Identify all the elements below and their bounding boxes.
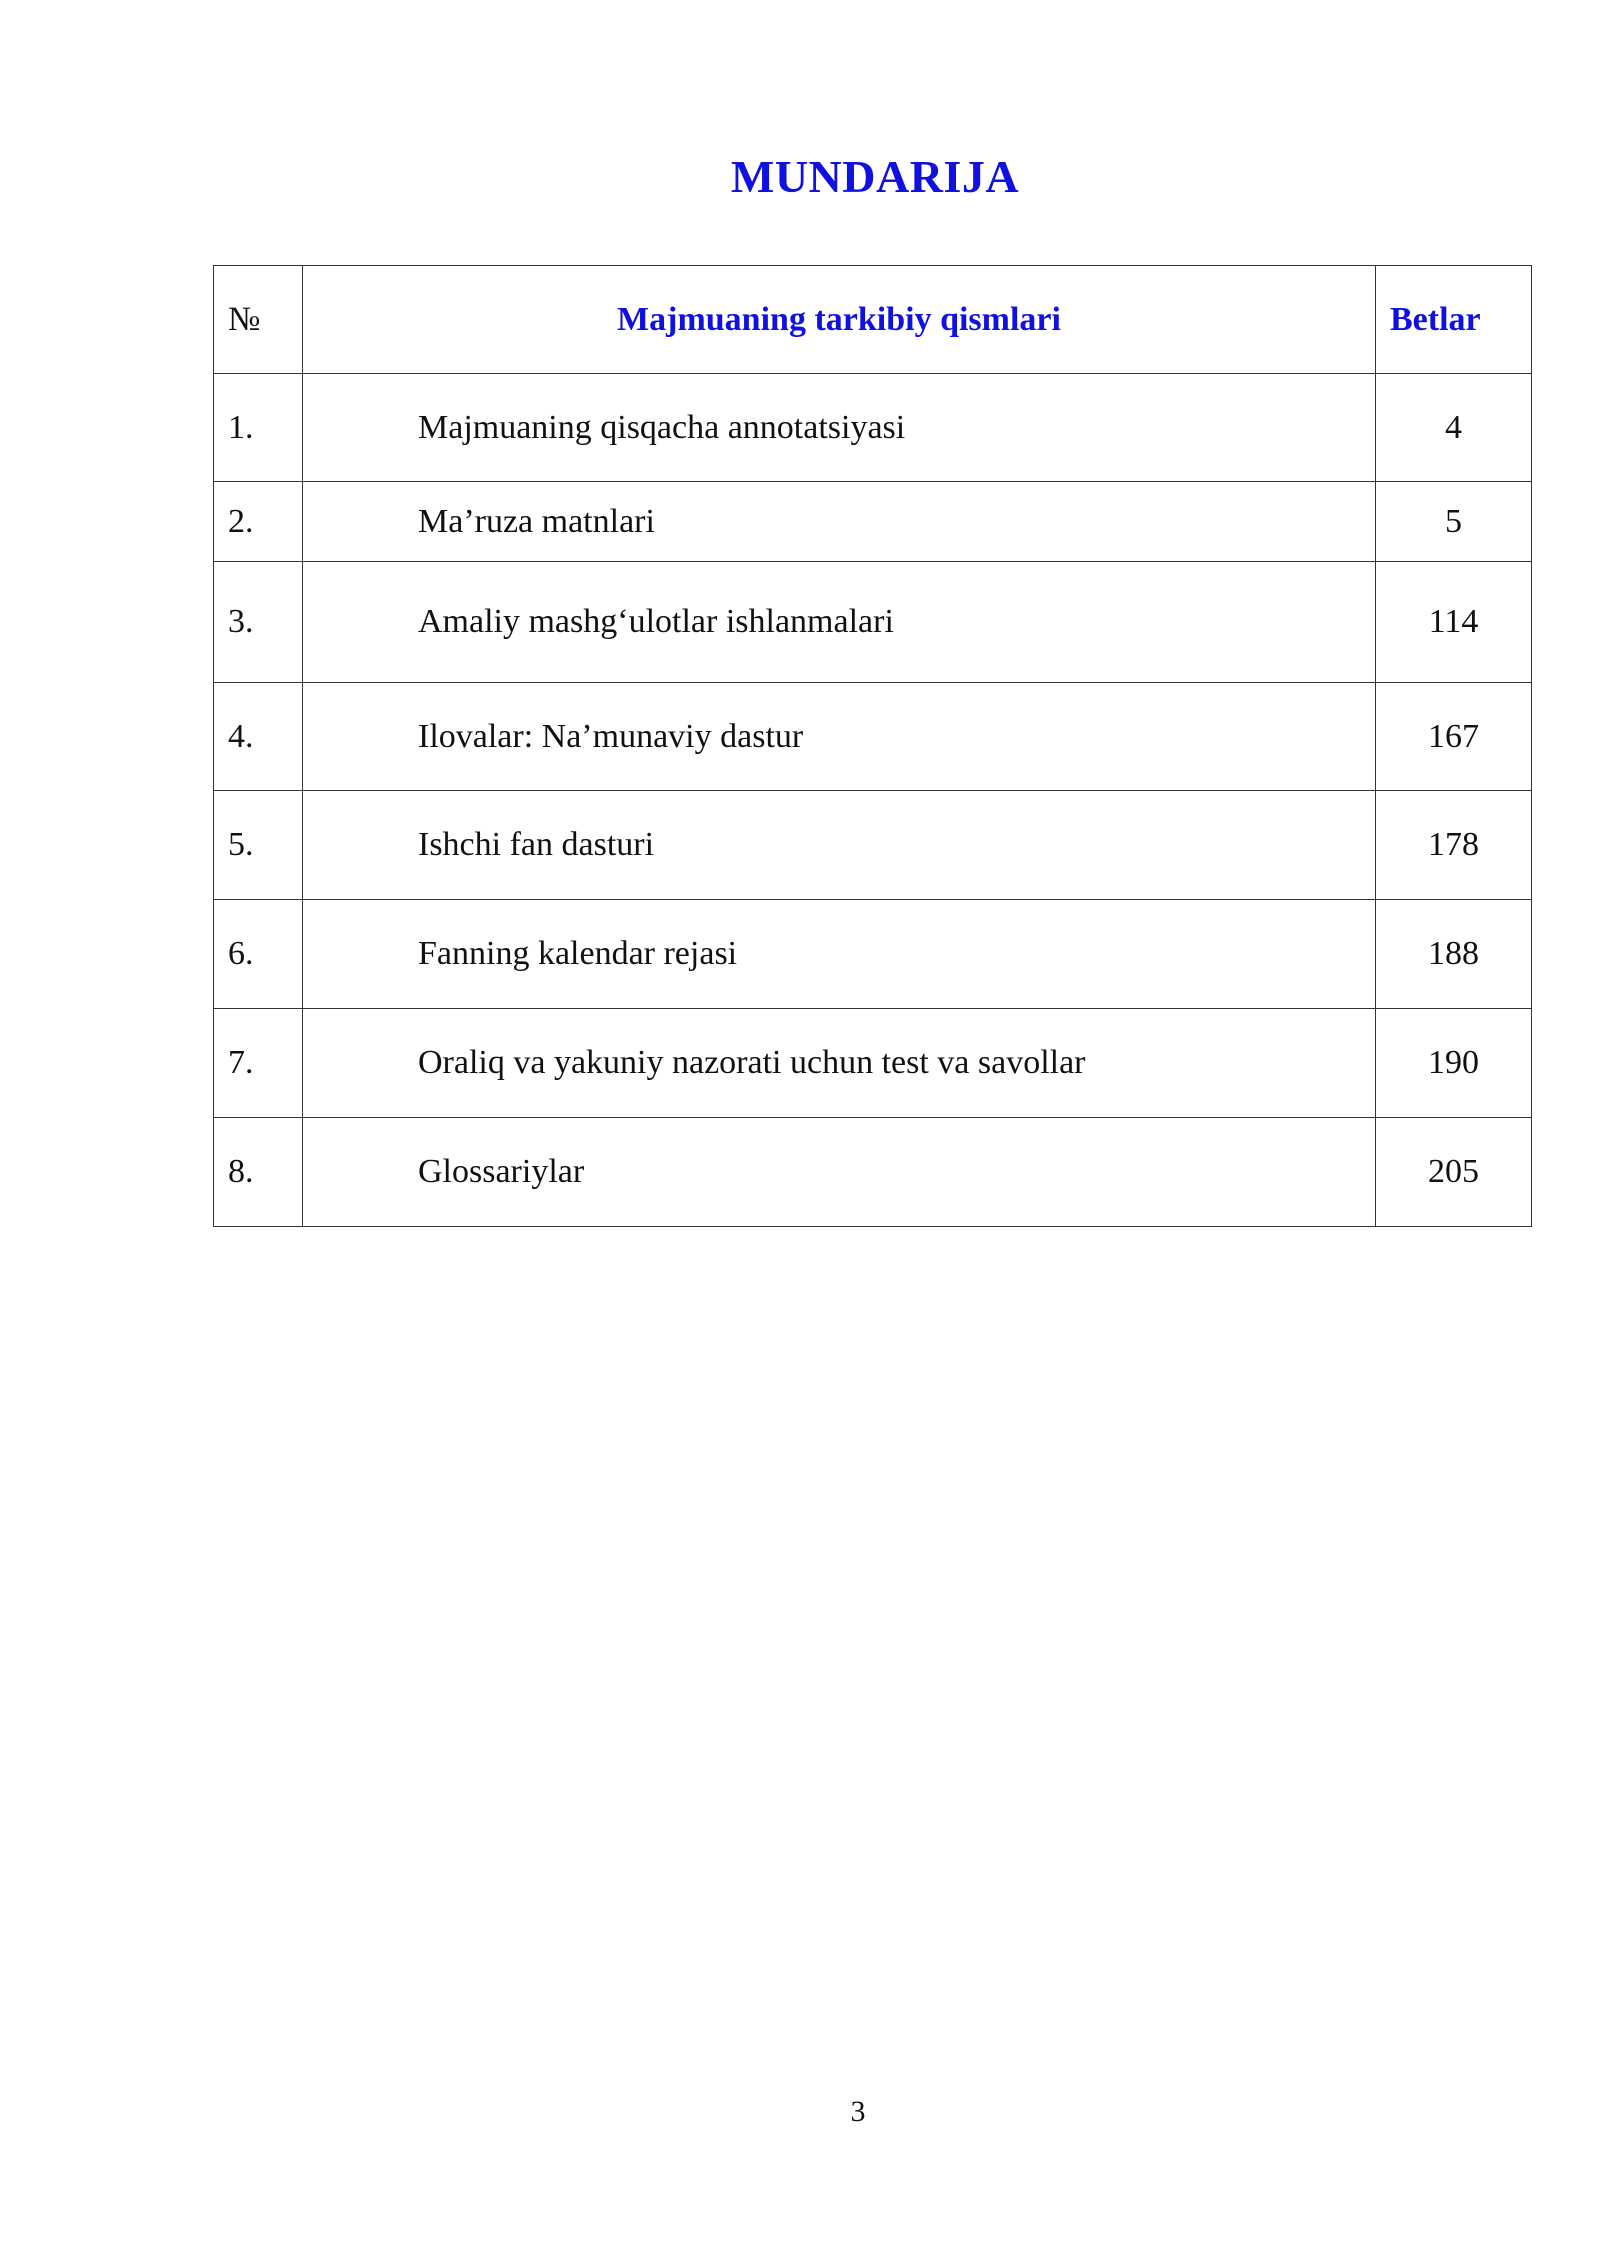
row-title: Glossariylar [303,1118,1376,1227]
row-title: Majmuaning qisqacha annotatsiyasi [303,374,1376,482]
row-title: Ilovalar: Na’munaviy dastur [303,683,1376,791]
row-number: 4. [214,683,303,791]
row-page: 205 [1376,1118,1532,1227]
row-number: 7. [214,1009,303,1118]
row-number: 2. [214,482,303,562]
row-page: 190 [1376,1009,1532,1118]
row-number: 3. [214,562,303,683]
row-page: 4 [1376,374,1532,482]
row-number: 6. [214,900,303,1009]
header-title: Majmuaning tarkibiy qismlari [303,266,1376,374]
table-row [214,791,1532,900]
row-page: 178 [1376,791,1532,900]
table-row [214,374,1532,482]
table-header-row [214,266,1532,374]
table-row [214,1009,1532,1118]
row-number: 8. [214,1118,303,1227]
row-number: 1. [214,374,303,482]
table-row [214,1118,1532,1227]
page-number: 3 [850,2095,866,2128]
row-title: Oraliq va yakuniy nazorati uchun test va savollar [303,1009,1376,1118]
row-page: 167 [1376,683,1532,791]
table-row [214,482,1532,562]
row-title: Fanning kalendar rejasi [303,900,1376,1009]
row-page: 114 [1376,562,1532,683]
table-row [214,900,1532,1009]
row-title: Ishchi fan dasturi [303,791,1376,900]
header-number: № [214,266,303,374]
row-title: Ma’ruza matnlari [303,482,1376,562]
header-pages: Betlar [1376,266,1532,374]
table-row [214,683,1532,791]
contents-table [213,265,1532,1227]
page-title: MUNDARIJA [730,151,1020,202]
row-page: 5 [1376,482,1532,562]
row-title: Amaliy mashg‘ulotlar ishlanmalari [303,562,1376,683]
row-number: 5. [214,791,303,900]
table-row [214,562,1532,683]
row-page: 188 [1376,900,1532,1009]
